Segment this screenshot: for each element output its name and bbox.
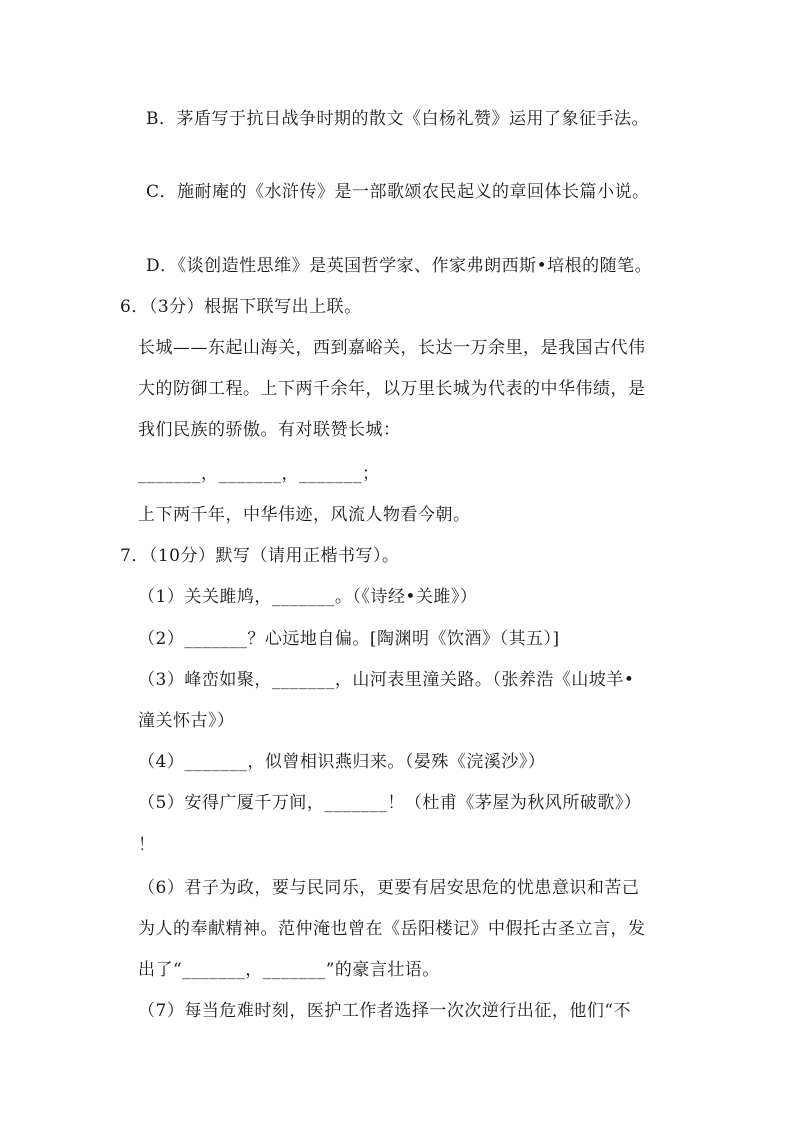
question-7-title: 7．（10分）默写（请用正楷书写）。 — [120, 546, 400, 566]
question-6-line: 上下两千年，中华伟迹，风流人物看今朝。 — [138, 505, 471, 525]
question-6-title: 6．（3分）根据下联写出上联。 — [120, 297, 362, 317]
option-b: B．茅盾写于抗日战争时期的散文《白杨礼赞》运用了象征手法。 — [146, 109, 649, 129]
question-7-item: （2）_______？心远地自偏。[陶渊明《饮酒》（其五）] — [138, 629, 560, 649]
question-7-item: （4）_______，似曾相识燕归来。（晏殊《浣溪沙》） — [138, 752, 546, 772]
option-c: C．施耐庵的《水浒传》是一部歌颂农民起义的章回体长篇小说。 — [146, 182, 650, 202]
question-7-item: （1）关关雎鸠，_______。（《诗经•关雎》） — [138, 587, 478, 607]
question-7-item: 潼关怀古》） — [138, 711, 235, 731]
question-6-blanks: _______，_______，_______； — [138, 464, 380, 484]
question-7-item: ！ — [138, 835, 156, 855]
question-7-item: （7）每当危难时刻，医护工作者选择一次次逆行出征，他们“不 — [138, 1001, 632, 1021]
question-7-item: （5）安得广厦千万间，_______！（杜甫《茅屋为秋风所破歌》） — [138, 793, 642, 813]
question-6-line: 我们民族的骄傲。有对联赞长城： — [138, 420, 401, 440]
question-6-line: 大的防御工程。上下两千余年，以万里长城为代表的中华伟绩，是 — [138, 379, 646, 399]
question-7-item: （3）峰峦如聚，_______，山河表里潼关路。（张养浩《山坡羊• — [138, 670, 635, 690]
question-7-item: 出了“_______，_______”的豪言壮语。 — [138, 960, 440, 980]
question-7-item: 为人的奉献精神。范仲淹也曾在《岳阳楼记》中假托古圣立言，发 — [138, 919, 646, 939]
option-d: D．《谈创造性思维》是英国哲学家、作家弗朗西斯•培根的随笔。 — [146, 256, 653, 276]
question-7-item: （6）君子为政，要与民同乐，更要有居安思危的忧患意识和苦己 — [138, 878, 640, 898]
question-6-line: 长城——东起山海关，西到嘉峪关，长达一万余里，是我国古代伟 — [138, 338, 646, 358]
